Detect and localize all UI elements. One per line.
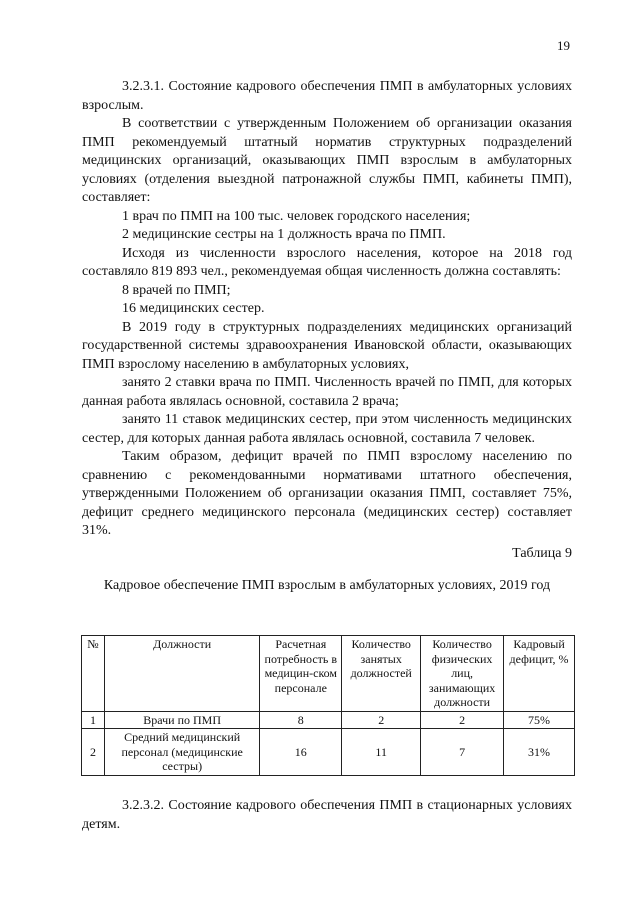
cell-num: 1: [82, 711, 105, 729]
table-caption: Кадровое обеспечение ПМП взрослым в амбулаторных условиях, 2019 год: [103, 578, 551, 593]
table-header-row: [82, 636, 575, 712]
page-number: 19: [557, 38, 570, 53]
norm-item: 1 врач по ПМП на 100 тыс. человек городского населения;: [122, 208, 471, 224]
cell-num: 2: [82, 729, 105, 776]
cell-occupied: 11: [342, 729, 421, 776]
header-position: Должности: [104, 636, 259, 712]
header-num: №: [82, 636, 105, 712]
norm-item: 2 медицинские сестры на 1 должность врача по ПМП.: [122, 227, 446, 242]
header-estimated: Расчетная потребность в медицин-ском персонале: [260, 636, 342, 712]
paragraph: Таким образом, дефицит врачей по ПМП взрослому населению по сравнению с рекомендованными нормативами штатного обеспечения, утвержденными Положением об организации оказания ПМП, составляет 75%, дефицит среднего медицинского персонала (медицинских сестер) составляет 31%.: [82, 449, 572, 538]
cell-individuals: 2: [421, 711, 504, 729]
staffing-table: [81, 635, 575, 776]
cell-estimated: 16: [260, 729, 342, 776]
subsection-heading: 3.2.3.2. Состояние кадрового обеспечения ПМП в стационарных условиях детям.: [82, 798, 572, 832]
norm-item: 8 врачей по ПМП;: [122, 282, 231, 298]
header-occupied: Количество занятых должностей: [342, 636, 421, 712]
cell-estimated: 8: [260, 711, 342, 729]
cell-occupied: 2: [342, 711, 421, 729]
table-label: Таблица 9: [512, 545, 572, 561]
table-row: [82, 729, 575, 776]
cell-deficit: 31%: [504, 729, 575, 776]
cell-position: Средний медицинский персонал (медицинские сестры): [104, 729, 259, 776]
norm-item: 16 медицинских сестер.: [122, 301, 265, 316]
paragraph: В соответствии с утвержденным Положением об организации оказания ПМП рекомендуемый штатный норматив структурных подразделений медицинских организаций, оказывающих ПМП взрослым в амбулаторных условиях (отделения выездной патронажной службы ПМП, кабинеты ПМП), составляет:: [82, 116, 572, 205]
paragraph: В 2019 году в структурных подразделениях медицинских организаций государственной системы здравоохранения Ивановской области, оказывающих ПМП взрослому населению в амбулаторных условиях,: [82, 319, 572, 372]
cell-deficit: 75%: [504, 711, 575, 729]
cell-position: Врачи по ПМП: [104, 711, 259, 729]
table-row: [82, 711, 575, 729]
cell-individuals: 7: [421, 729, 504, 776]
paragraph: занято 2 ставки врача по ПМП. Численность врачей по ПМП, для которых данная работа являлась основной, составила 2 врача;: [82, 375, 572, 409]
section-heading: 3.2.3.1. Состояние кадрового обеспечения ПМП в амбулаторных условиях взрослым.: [82, 79, 572, 113]
document-body: [82, 78, 572, 596]
header-deficit: Кадровый дефицит, %: [504, 636, 575, 712]
paragraph: занято 11 ставок медицинских сестер, при этом численность медицинских сестер, для которых данная работа являлась основной, составила 7 человек.: [82, 412, 572, 446]
header-individuals: Количество физических лиц, занимающих должности: [421, 636, 504, 712]
paragraph: Исходя из численности взрослого населения, которое на 2018 год составляло 819 893 чел., рекомендуемая общая численность должна составлять:: [82, 245, 572, 279]
